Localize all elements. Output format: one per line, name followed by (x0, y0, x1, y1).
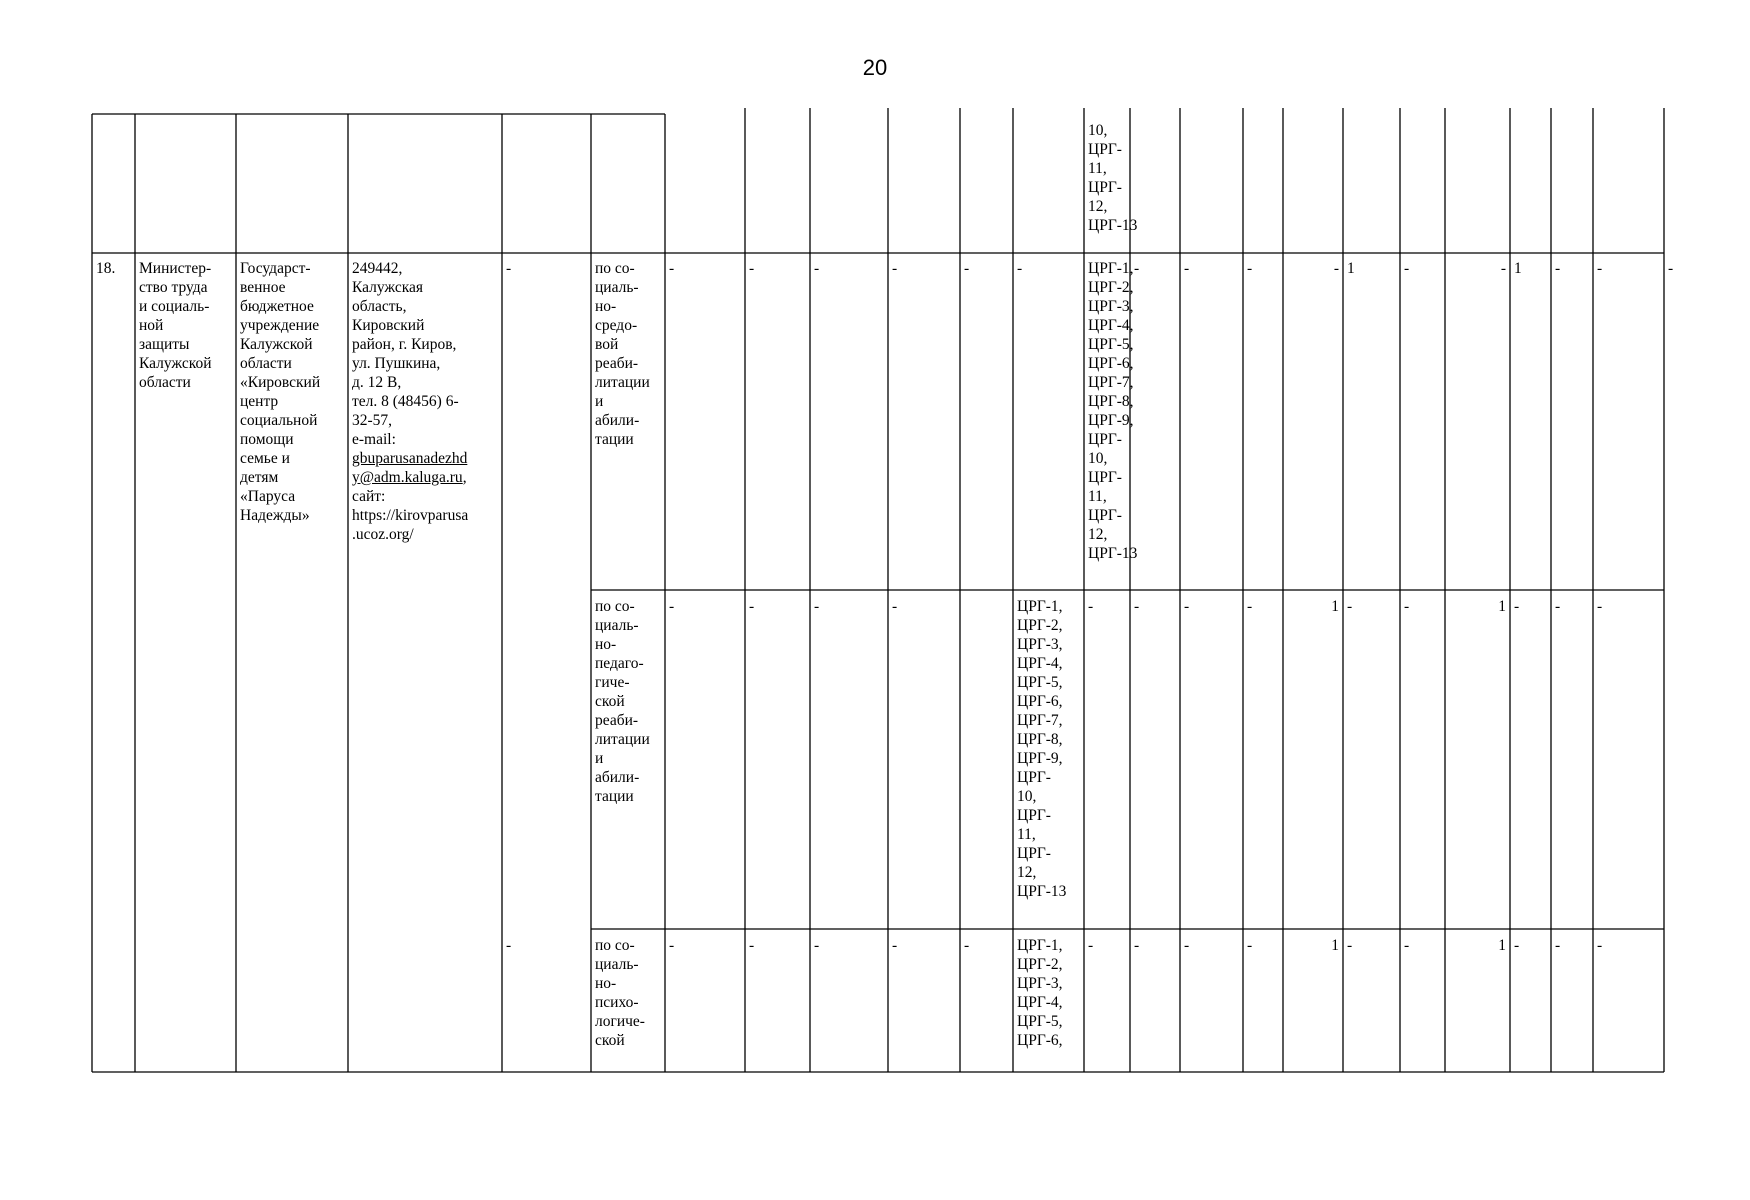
table-cell: - (506, 260, 512, 277)
site-label: сайт: (352, 488, 386, 505)
table-cell: - (1247, 260, 1253, 277)
table-cell: Государст- венное бюджетное учреждение Калужской области «Кировский центр социальной помощи семье и детям «Паруса Надежды» (240, 260, 321, 524)
table-cell: - (1597, 260, 1603, 277)
table-cell: 1 (1514, 260, 1522, 277)
table-cell: - (814, 260, 820, 277)
table-cell: 1 (1331, 598, 1339, 615)
table-cell: - (1247, 598, 1253, 615)
table-cell: - (1597, 598, 1603, 615)
table-cell: - (1088, 937, 1094, 954)
table-cell: - (892, 598, 898, 615)
table-cell: - (1134, 598, 1140, 615)
table-cell: - (1514, 937, 1520, 954)
website-url-part-2[interactable]: .ucoz.org/ (352, 526, 414, 543)
email-link-part-1[interactable]: gbuparusanadezhd (352, 450, 468, 467)
address-text: 249442, Калужская область, Кировский район, г. Киров, ул. Пушкина, д. 12 В, тел. 8 (48456) 6- 32-57, e-mail: (352, 260, 459, 448)
table-cell: 1 (1498, 937, 1506, 954)
table-cell: - (1184, 937, 1190, 954)
table-cell: - (1247, 937, 1253, 954)
table-cell: - (1347, 598, 1353, 615)
email-suffix: , (462, 469, 467, 486)
table-cell: - (1184, 598, 1190, 615)
table-cell: ЦРГ-1, ЦРГ-2, ЦРГ-3, ЦРГ-4, ЦРГ-5, ЦРГ-6, (1017, 937, 1063, 1049)
table-cell: - (814, 598, 820, 615)
table-cell: - (749, 937, 755, 954)
table-cell: - (1404, 260, 1410, 277)
table-cell: - (1555, 598, 1561, 615)
table-cell: - (892, 260, 898, 277)
table-cell: - (669, 598, 675, 615)
table-cell: - (669, 260, 675, 277)
table-cell: - (1184, 260, 1190, 277)
table-cell: - (669, 937, 675, 954)
table-cell: - (1404, 937, 1410, 954)
table-cell: - (1347, 937, 1353, 954)
table-cell: - (1333, 260, 1339, 277)
table-cell: - (1514, 598, 1520, 615)
table-cell: - (1597, 937, 1603, 954)
table-cell: - (892, 937, 898, 954)
table-cell: ЦРГ-1, ЦРГ-2, ЦРГ-3, ЦРГ-4, ЦРГ-5, ЦРГ-6, ЦРГ-7, ЦРГ-8, ЦРГ-9, ЦРГ- 10, ЦРГ- 11, ЦРГ- 12, ЦРГ-13 (1088, 260, 1138, 562)
table-cell: - (1088, 598, 1094, 615)
table-cell: 18. (96, 260, 116, 277)
table-cell: Министер- ство труда и социаль- ной защиты Калужской области (139, 260, 212, 391)
organization-contact-cell (348, 258, 502, 544)
table-cell: ЦРГ-1, ЦРГ-2, ЦРГ-3, ЦРГ-4, ЦРГ-5, ЦРГ-6, ЦРГ-7, ЦРГ-8, ЦРГ-9, ЦРГ- 10, ЦРГ- 11, ЦРГ- 12, ЦРГ-13 (1017, 598, 1067, 900)
table-cell: по со- циаль- но- средо- вой реаби- литации и абили- тации (595, 260, 650, 448)
table-cell: - (1404, 598, 1410, 615)
table-cell: - (964, 937, 970, 954)
email-link-part-2[interactable]: y@adm.kaluga.ru (352, 469, 463, 486)
table-cell: - (1134, 260, 1140, 277)
table-cell: по со- циаль- но- психо- логиче- ской (595, 937, 645, 1049)
website-url-part-1[interactable]: https://kirovparusa (352, 507, 469, 524)
table-cell: - (1017, 260, 1023, 277)
table-cell: 10, ЦРГ- 11, ЦРГ- 12, ЦРГ-13 (1088, 122, 1138, 234)
table-cell: - (506, 937, 512, 954)
table-cell: 1 (1331, 937, 1339, 954)
table-cell: - (749, 260, 755, 277)
table-cell: 1 (1498, 598, 1506, 615)
table-cell: - (1668, 260, 1674, 277)
table-cell: - (1500, 260, 1506, 277)
table-cell: 1 (1347, 260, 1355, 277)
table-cell: - (749, 598, 755, 615)
table-cell: - (1555, 260, 1561, 277)
table-cell: - (814, 937, 820, 954)
table-cell: - (964, 260, 970, 277)
table-cell: по со- циаль- но- педаго- гиче- ской реаби- литации и абили- тации (595, 598, 650, 805)
table-cell: - (1555, 937, 1561, 954)
table-cell: - (1134, 937, 1140, 954)
page-number: 20 (862, 55, 888, 80)
